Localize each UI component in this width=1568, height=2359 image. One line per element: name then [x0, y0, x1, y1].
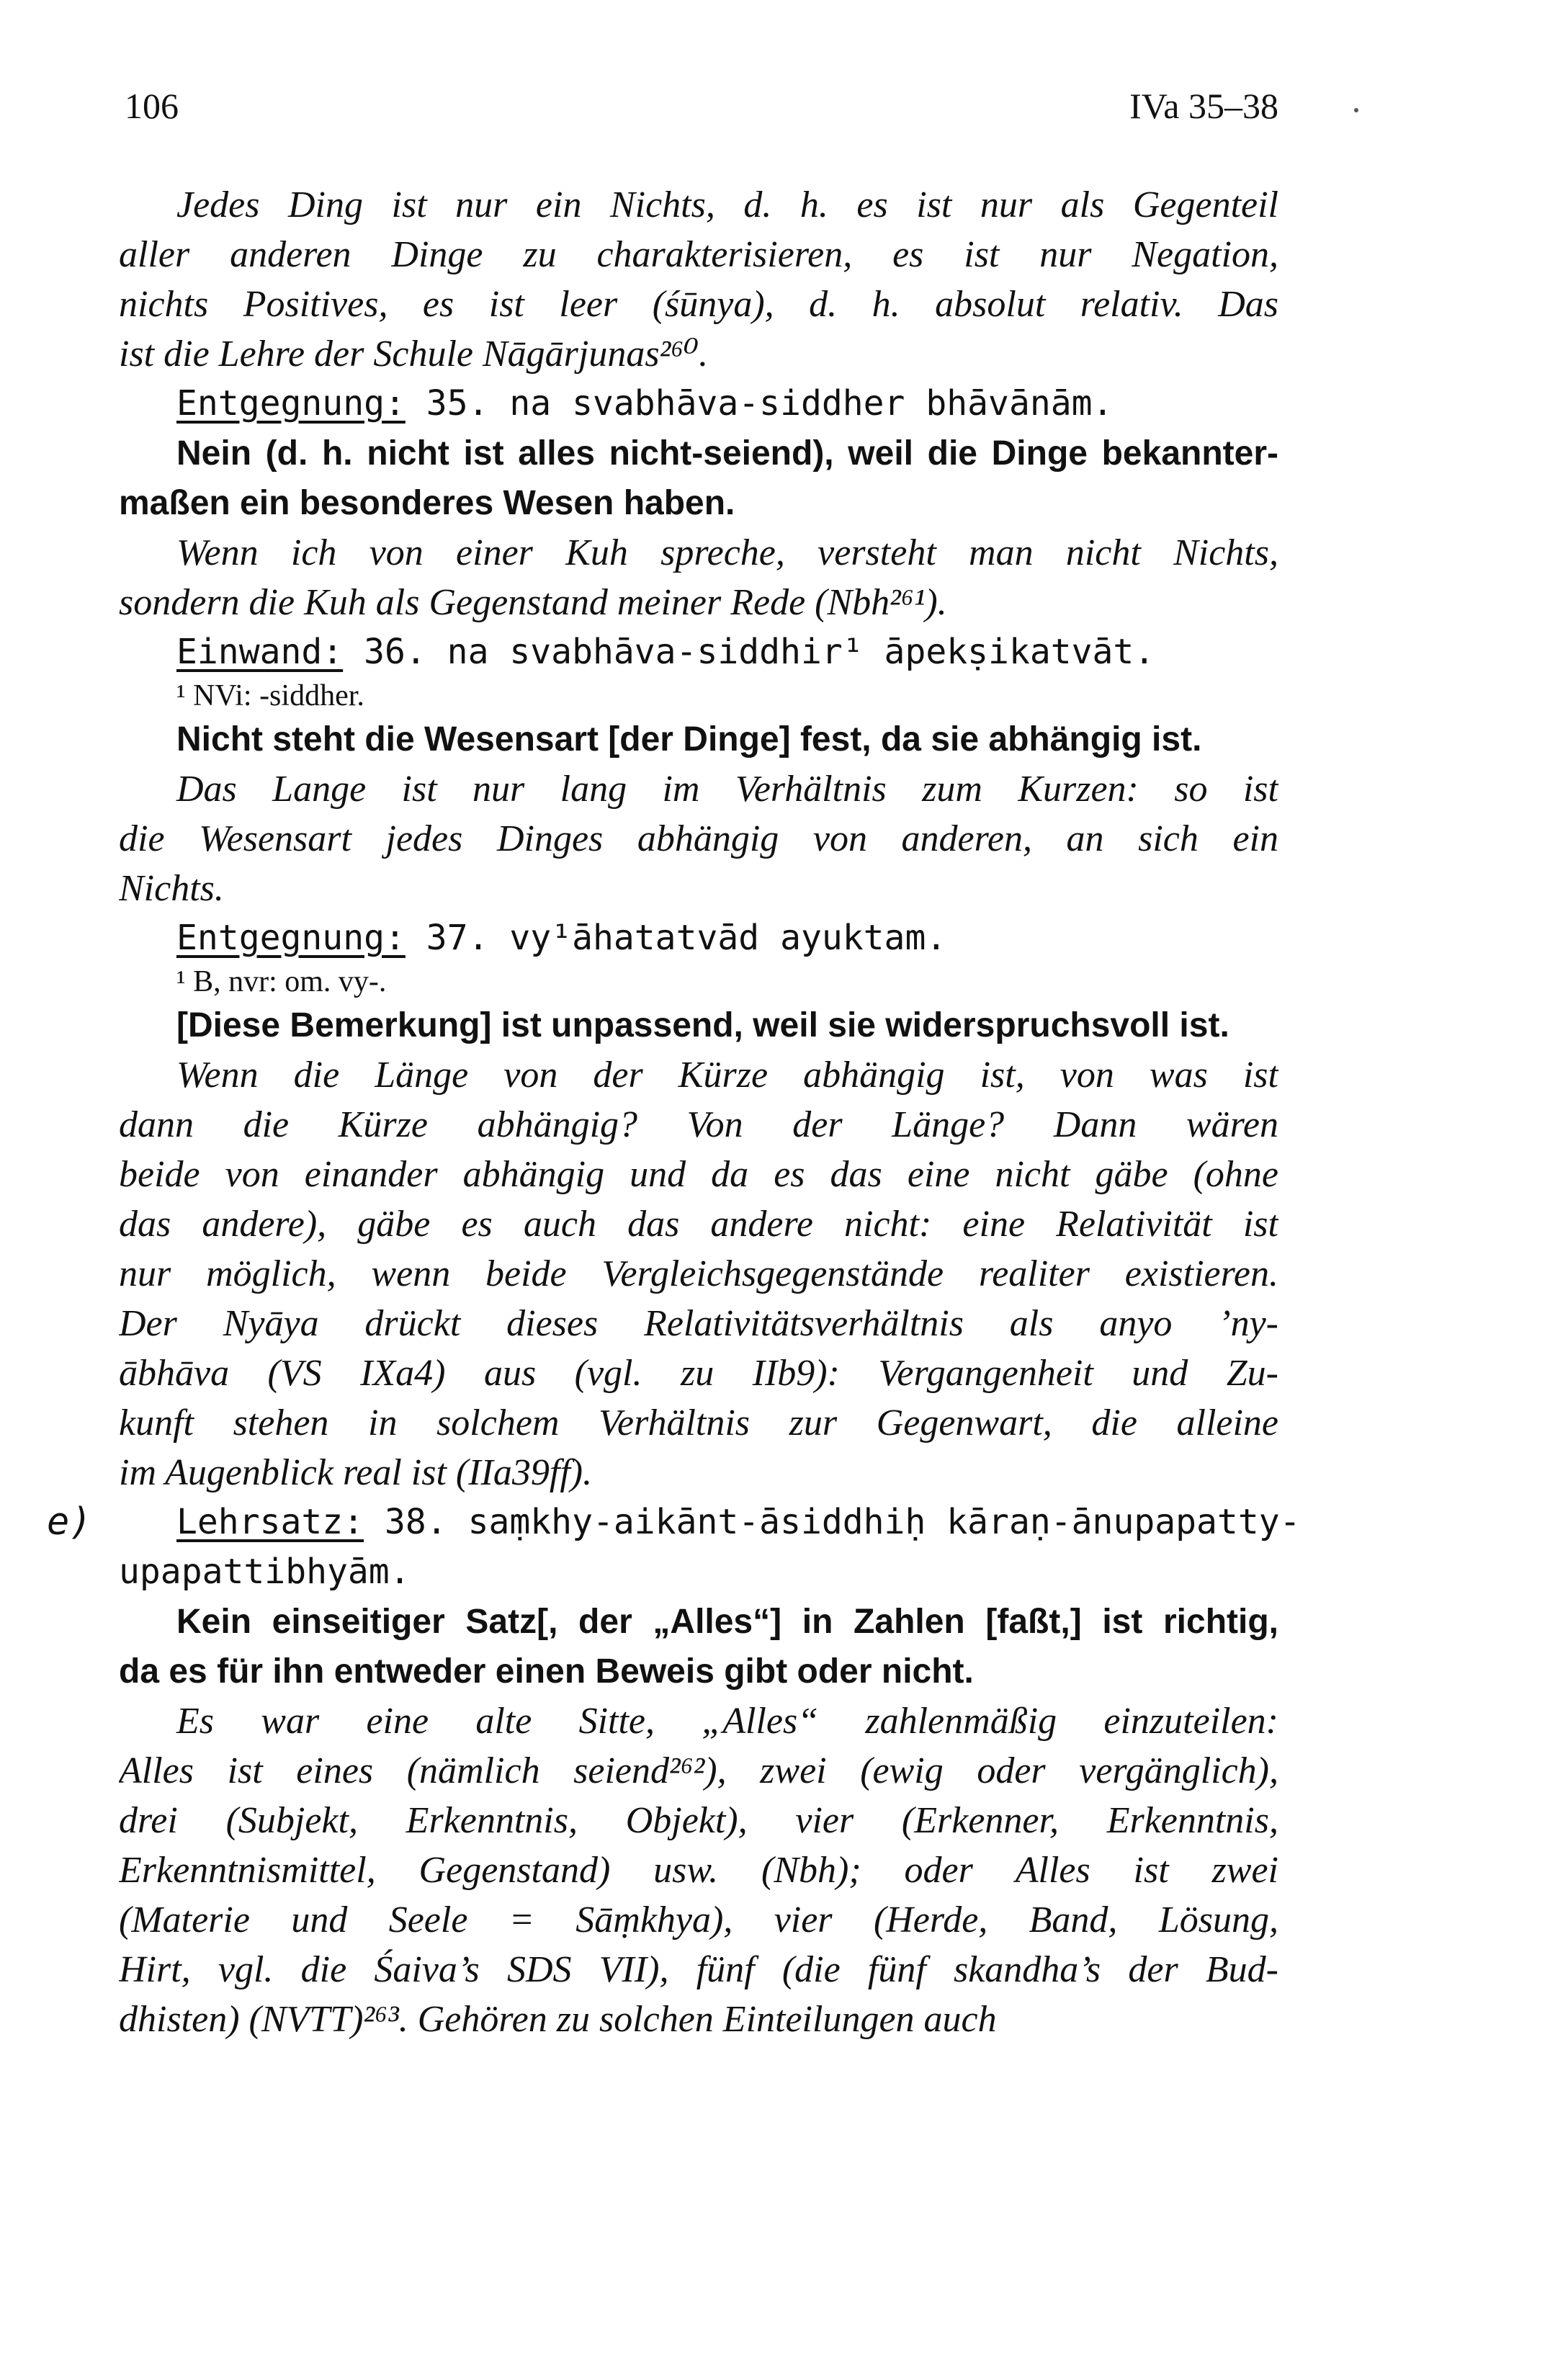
translation-line: Kein einseitiger Satz[, der „Alles“] in Zahlen [faßt,] ist richtig, — [176, 1603, 1278, 1641]
translation-line: da es für ihn entweder einen Beweis gibt oder nicht. — [119, 1652, 974, 1691]
commentary-line: die Wesensart jedes Dinges abhängig von anderen, an sich ein — [119, 818, 1278, 859]
sutra-line — [119, 379, 1278, 429]
commentary-line: drei (Subjekt, Erkenntnis, Objekt), vier (Erkenner, Erkenntnis, — [119, 1800, 1278, 1841]
commentary-line: ābhāva (VS IXa4) aus (vgl. zu IIb9): Vergangenheit und Zu- — [119, 1353, 1278, 1394]
page-number: 106 — [125, 86, 179, 126]
commentary-line: Das Lange ist nur lang im Verhältnis zum Kurzen: so ist — [176, 769, 1278, 810]
footnote: ¹ NVi: -siddher. — [176, 679, 364, 712]
sutra-text: 35. na svabhāva-siddher bhāvānām. — [405, 383, 1114, 424]
translation-line: [Diese Bemerkung] ist unpassend, weil sie widerspruchsvoll ist. — [176, 1006, 1229, 1044]
commentary-line: sondern die Kuh als Gegenstand meiner Rede (Nbh²⁶¹). — [119, 582, 947, 623]
sutra-label: Lehrsatz: — [176, 1502, 364, 1542]
commentary-line: Hirt, vgl. die Śaiva’s SDS VII), fünf (die fünf skandha’s der Bud- — [119, 1949, 1278, 1990]
commentary-line: Wenn ich von einer Kuh spreche, versteht man nicht Nichts, — [176, 532, 1278, 573]
commentary-line: dann die Kürze abhängig? Von der Länge? Dann wären — [119, 1104, 1278, 1145]
commentary-line: Nichts. — [119, 868, 224, 909]
sutra-text: 36. na svabhāva-siddhir¹ āpekṣikatvāt. — [343, 632, 1155, 672]
margin-label: e) — [47, 1500, 92, 1544]
sutra-label: Entgegnung: — [176, 383, 406, 424]
commentary-line: beide von einander abhängig und da es das eine nicht gäbe (ohne — [119, 1154, 1278, 1195]
translation-line: Nicht steht die Wesensart [der Dinge] fest, da sie abhängig ist. — [176, 720, 1202, 758]
sutra-text: 37. vy¹āhatatvād ayuktam. — [405, 918, 947, 958]
commentary-line: ist die Lehre der Schule Nāgārjunas²⁶⁰. — [119, 334, 709, 375]
body-text — [47, 180, 1301, 2044]
commentary-line: kunft stehen in solchem Verhältnis zur Gegenwart, die alleine — [119, 1402, 1278, 1443]
translation-line: maßen ein besonderes Wesen haben. — [119, 484, 735, 522]
commentary-line: Es war eine alte Sitte, „Alles“ zahlenmäßig einzuteilen: — [176, 1701, 1278, 1742]
commentary-line: Alles ist eines (nämlich seiend²⁶²), zwei (ewig oder vergänglich), — [119, 1750, 1278, 1791]
sutra-text: 38. saṃkhy-aikānt-āsiddhiḥ kāraṇ-ānupapatty- — [364, 1502, 1301, 1542]
sutra-line — [119, 627, 1278, 677]
commentary-line: (Materie und Seele = Sāṃkhya), vier (Herde, Band, Lösung, — [119, 1899, 1278, 1941]
margin-mark — [1354, 108, 1358, 112]
commentary-line: Der Nyāya drückt dieses Relativitätsverhältnis als anyo ’ny- — [119, 1303, 1278, 1344]
commentary-line: nur möglich, wenn beide Vergleichsgegenstände realiter existieren. — [119, 1253, 1278, 1294]
commentary-line: aller anderen Dinge zu charakterisieren, es ist nur Negation, — [119, 234, 1278, 275]
translation-line: Nein (d. h. nicht ist alles nicht-seiend), weil die Dinge bekannter- — [176, 434, 1278, 473]
section-reference: IVa 35–38 — [1129, 86, 1278, 126]
sutra-line — [119, 913, 1278, 963]
sutra-label: Einwand: — [176, 632, 344, 672]
sutra-line — [47, 1498, 1301, 1547]
page-header — [119, 85, 1278, 143]
commentary-line: das andere), gäbe es auch das andere nicht: eine Relativität ist — [119, 1204, 1278, 1245]
commentary-line: Erkenntnismittel, Gegenstand) usw. (Nbh); oder Alles ist zwei — [119, 1850, 1278, 1891]
commentary-line: dhisten) (NVTT)²⁶³. Gehören zu solchen Einteilungen auch — [119, 1999, 997, 2040]
commentary-line: Wenn die Länge von der Kürze abhängig ist, von was ist — [176, 1055, 1278, 1096]
footnote: ¹ B, nvr: om. vy-. — [176, 965, 387, 998]
commentary-line: nichts Positives, es ist leer (śūnya), d. h. absolut relativ. Das — [119, 284, 1278, 325]
commentary-line: Jedes Ding ist nur ein Nichts, d. h. es ist nur als Gegenteil — [176, 184, 1278, 225]
sutra-continuation: upapattibhyām. — [119, 1552, 411, 1592]
commentary-line: im Augenblick real ist (IIa39ff). — [119, 1452, 593, 1493]
sutra-label: Entgegnung: — [176, 918, 406, 958]
